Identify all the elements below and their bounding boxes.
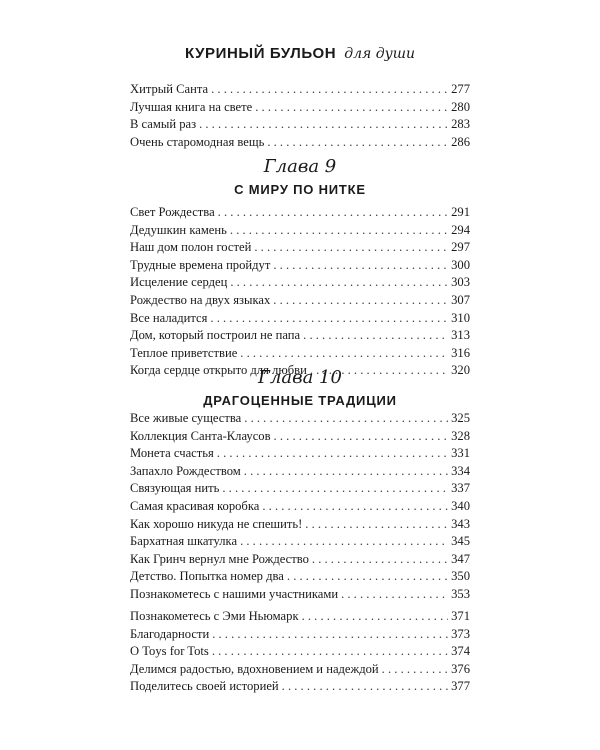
entry-page: 343 — [451, 516, 470, 531]
dot-leader — [303, 327, 448, 345]
dot-leader — [199, 116, 448, 134]
entry-title: Очень старомодная вещь — [130, 134, 265, 149]
entry-page: 347 — [451, 551, 470, 566]
dot-leader — [240, 345, 448, 363]
chapter-label: Глава 10 — [258, 367, 342, 388]
dot-leader — [212, 626, 448, 644]
toc-entry — [130, 516, 470, 534]
entry-title: Исцеление сердец — [130, 275, 228, 290]
toc-list-4 — [130, 608, 470, 696]
entry-title: Дедушкин камень — [130, 222, 227, 237]
entry-title: Теплое приветствие — [130, 345, 238, 360]
entry-title: Детство. Попытка номер два — [130, 569, 284, 584]
dot-leader — [312, 551, 448, 569]
entry-title: Свет Рождества — [130, 205, 215, 219]
chapter-10-heading — [0, 367, 600, 408]
toc-entry — [130, 678, 470, 696]
toc-entry — [130, 274, 470, 292]
entry-title: Лучшая книга на свете — [130, 99, 253, 114]
dot-leader — [244, 463, 448, 481]
toc-entry — [130, 410, 470, 428]
chapter-9-heading — [0, 156, 600, 197]
entry-page: 377 — [451, 679, 470, 694]
entry-page: 297 — [451, 240, 470, 255]
entry-page: 280 — [451, 99, 470, 114]
entry-title: Делимся радостью, вдохновением и надеждой — [130, 661, 379, 676]
toc-entry — [130, 463, 470, 481]
toc-entry — [130, 99, 470, 117]
toc-entry — [130, 204, 470, 222]
toc-entry — [130, 551, 470, 569]
entry-title: Дом, который построил не папа — [130, 328, 301, 343]
entry-page: 325 — [451, 411, 470, 425]
entry-page: 371 — [451, 609, 470, 623]
dot-leader — [287, 568, 448, 586]
entry-page: 316 — [451, 345, 470, 360]
entry-title: Связующая нить — [130, 481, 220, 496]
entry-title: Все наладится — [130, 310, 208, 325]
toc-entry — [130, 643, 470, 661]
dot-leader — [230, 222, 448, 240]
toc-entry — [130, 116, 470, 134]
dot-leader — [230, 274, 448, 292]
dot-leader — [305, 516, 448, 534]
entry-page: 303 — [451, 275, 470, 290]
entry-title: О Toys for Tots — [130, 644, 209, 659]
entry-title: Самая красивая коробка — [130, 498, 260, 513]
entry-page: 350 — [451, 569, 470, 584]
toc-entry — [130, 626, 470, 644]
toc-list-2 — [130, 204, 470, 380]
entry-title: В самый раз — [130, 117, 197, 132]
dot-leader — [254, 239, 448, 257]
toc-entry — [130, 81, 470, 99]
toc-entry — [130, 428, 470, 446]
entry-title: Рождество на двух языках — [130, 292, 271, 307]
running-header — [0, 45, 600, 63]
toc-list-1 — [130, 81, 470, 151]
dot-leader — [222, 480, 448, 498]
chapter-title: С МИРУ ПО НИТКЕ — [234, 182, 366, 197]
entry-page: 331 — [451, 446, 470, 461]
entry-page: 374 — [451, 644, 470, 659]
entry-title: Хитрый Санта — [130, 82, 209, 96]
entry-title: Коллекция Санта-Клаусов — [130, 428, 271, 443]
entry-page: 353 — [451, 586, 470, 601]
toc-entry — [130, 327, 470, 345]
entry-page: 320 — [451, 363, 470, 378]
toc-entry — [130, 586, 470, 604]
entry-title: Как хорошо никуда не спешить! — [130, 516, 303, 531]
entry-page: 307 — [451, 292, 470, 307]
entry-page: 334 — [451, 463, 470, 478]
dot-leader — [267, 134, 448, 152]
entry-page: 294 — [451, 222, 470, 237]
toc-entry — [130, 239, 470, 257]
toc-entry — [130, 310, 470, 328]
dot-leader — [217, 445, 448, 463]
dot-leader — [273, 257, 448, 275]
entry-title: Как Гринч вернул мне Рождество — [130, 551, 309, 566]
dot-leader — [218, 204, 448, 222]
chapter-title: ДРАГОЦЕННЫЕ ТРАДИЦИИ — [203, 393, 397, 408]
toc-entry — [130, 134, 470, 152]
toc-list-3 — [130, 410, 470, 604]
toc-entry — [130, 257, 470, 275]
entry-title: Монета счастья — [130, 446, 214, 461]
dot-leader — [240, 533, 448, 551]
toc-entry — [130, 568, 470, 586]
toc-entry — [130, 498, 470, 516]
dot-leader — [273, 292, 448, 310]
entry-page: 283 — [451, 117, 470, 132]
toc-entry — [130, 292, 470, 310]
book-subtitle: для души — [344, 46, 416, 62]
entry-title: Бархатная шкатулка — [130, 534, 238, 549]
dot-leader — [282, 678, 448, 696]
dot-leader — [382, 661, 448, 679]
book-title: КУРИНЫЙ БУЛЬОН — [184, 45, 337, 62]
entry-page: 291 — [451, 205, 470, 219]
dot-leader — [210, 310, 448, 328]
entry-title: Запахло Рождеством — [130, 463, 241, 478]
entry-page: 277 — [451, 82, 470, 96]
dot-leader — [274, 428, 449, 446]
entry-title: Поделитесь своей историей — [130, 679, 279, 694]
dot-leader — [255, 99, 448, 117]
dot-leader — [244, 410, 448, 428]
entry-page: 337 — [451, 481, 470, 496]
dot-leader — [262, 498, 448, 516]
toc-entry — [130, 445, 470, 463]
entry-title: Познакометесь с нашими участниками — [130, 586, 339, 601]
entry-title: Трудные времена пройдут — [130, 257, 271, 272]
toc-entry — [130, 480, 470, 498]
toc-entry — [130, 661, 470, 679]
toc-entry — [130, 533, 470, 551]
entry-title: Наш дом полон гостей — [130, 240, 252, 255]
entry-page: 286 — [451, 134, 470, 149]
entry-page: 328 — [451, 428, 470, 443]
entry-title: Когда сердце открыто для любви — [130, 363, 307, 378]
entry-page: 340 — [451, 498, 470, 513]
entry-page: 313 — [451, 328, 470, 343]
entry-title: Познакометесь с Эми Ньюмарк — [130, 609, 299, 623]
toc-entry — [130, 608, 470, 626]
toc-entry — [130, 222, 470, 240]
chapter-label: Глава 9 — [263, 156, 337, 177]
dot-leader — [341, 586, 448, 604]
entry-page: 300 — [451, 257, 470, 272]
entry-page: 345 — [451, 534, 470, 549]
dot-leader — [212, 643, 448, 661]
entry-title: Благодарности — [130, 626, 210, 641]
dot-leader — [302, 608, 449, 626]
entry-page: 373 — [451, 626, 470, 641]
dot-leader — [211, 81, 448, 99]
entry-page: 376 — [451, 661, 470, 676]
toc-entry — [130, 345, 470, 363]
entry-title: Все живые существа — [130, 411, 242, 425]
entry-page: 310 — [451, 310, 470, 325]
